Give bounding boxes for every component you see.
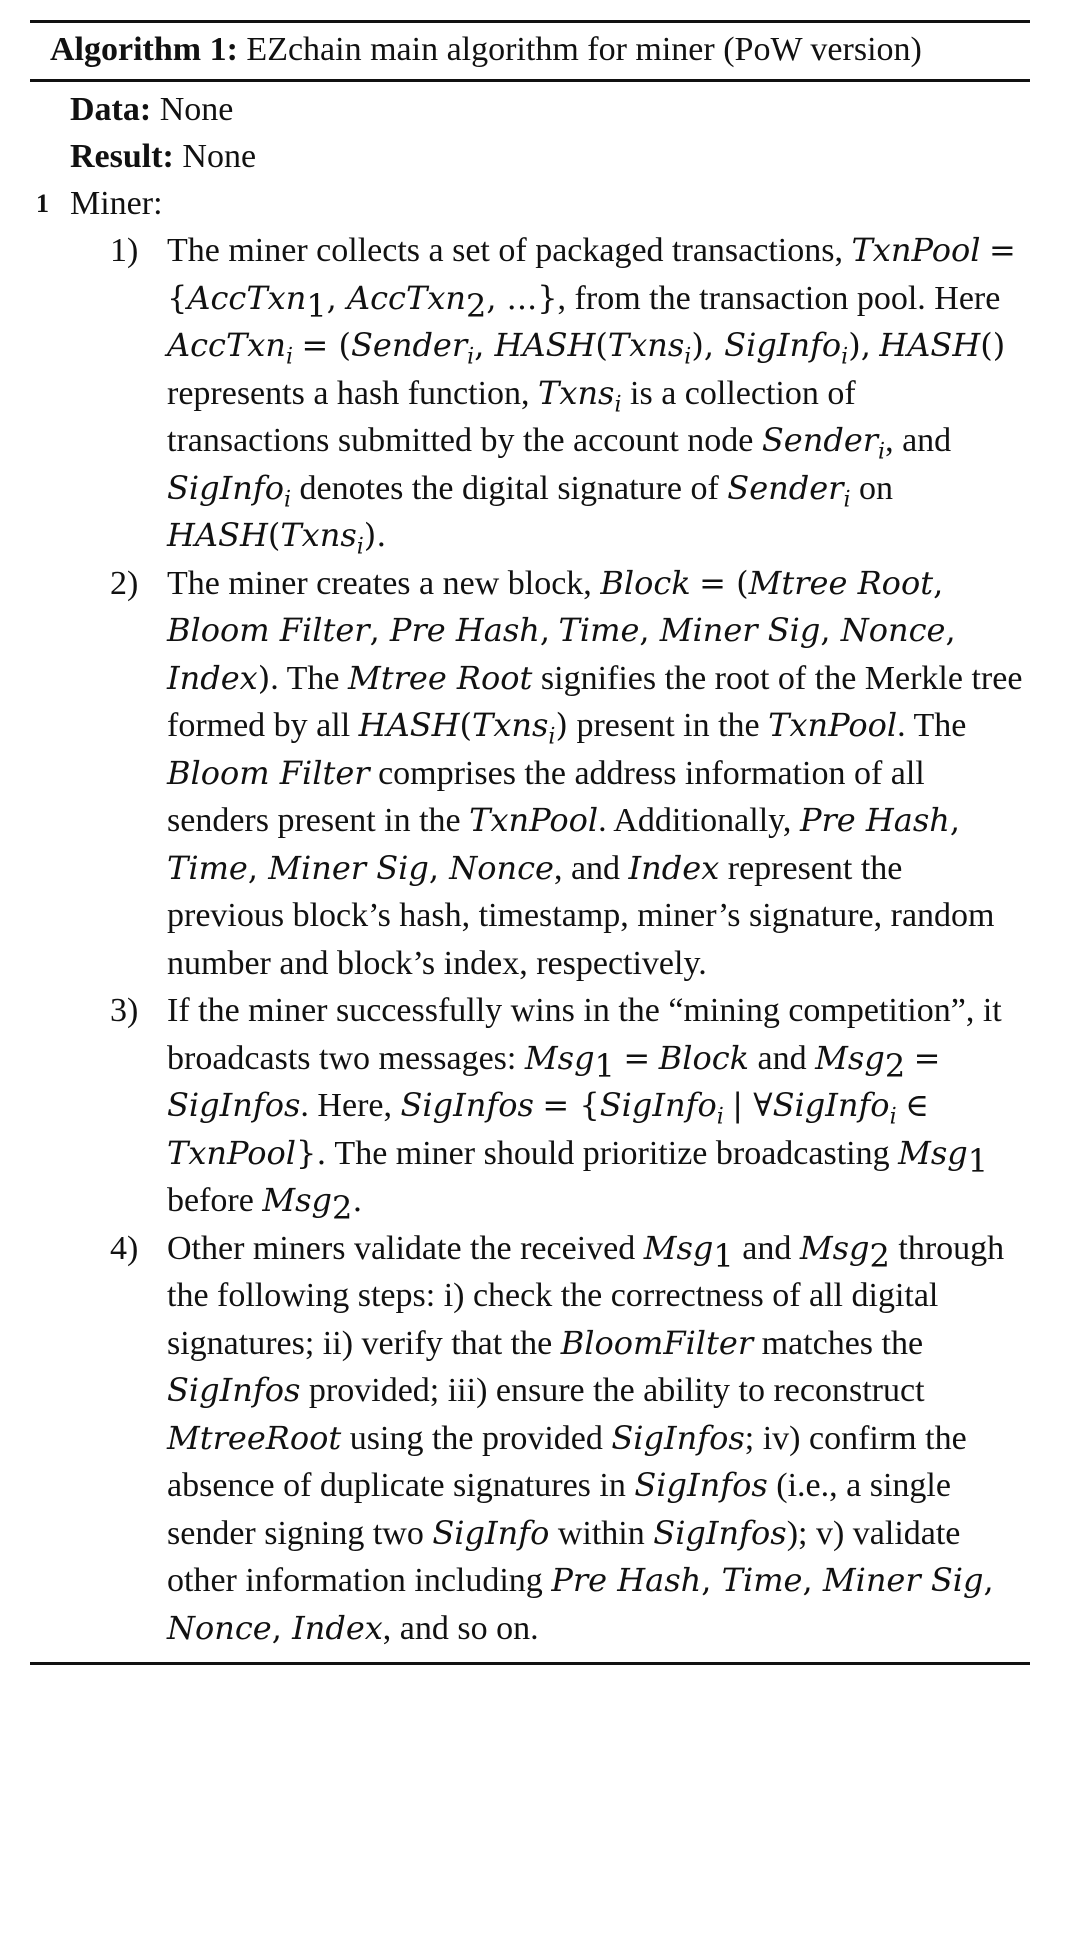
math-expr: HASH — [167, 516, 268, 554]
step-text: . The — [270, 659, 340, 697]
step-text: represents a hash function, — [167, 374, 530, 412]
step-text: ); v) validate other information including — [167, 1514, 961, 1599]
step-text: , and — [553, 849, 621, 887]
caption-rule — [30, 79, 1030, 82]
step-text: , and — [885, 422, 952, 459]
math-expr: Msg — [524, 1038, 595, 1077]
math-expr: Sender$_i$ — [727, 468, 851, 512]
step-number: 4) — [110, 1229, 139, 1267]
step-number: 2) — [110, 564, 139, 602]
data-line — [30, 86, 1030, 133]
math-expr: SigInfos — [634, 1466, 768, 1504]
step-text: is a collection of transactions submitted by the account node — [167, 374, 856, 459]
math-expr: SigInfos — [653, 1513, 787, 1552]
step-number: 1) — [110, 232, 139, 269]
math-expr: SigInfos — [167, 1371, 301, 1409]
result-label: Result: — [70, 138, 174, 175]
step-text: comprises the address information of all senders present in the — [167, 754, 925, 839]
step-text: and — [757, 1039, 807, 1077]
algorithm-box — [30, 20, 1030, 1665]
math-expr: Msg — [815, 1038, 885, 1077]
step-text: The miner collects a set of packaged transactions, — [167, 232, 843, 269]
step-text: using the provided — [349, 1419, 603, 1457]
step-text: denotes the digital signature of — [299, 469, 719, 507]
step-text: represent the previous block’s hash, timestamp, miner’s signature, random number and block’s index, respectively. — [167, 849, 995, 982]
math-expr: SigInfo — [432, 1513, 550, 1552]
step-text: before — [167, 1182, 254, 1219]
result-value: None — [173, 138, 257, 175]
miner-label: Miner: — [70, 185, 163, 222]
math-expr: Msg — [262, 1181, 332, 1219]
algorithm-caption — [30, 23, 1030, 79]
step-text: (i.e., a single sender signing two — [167, 1467, 951, 1552]
math-expr: Msg — [643, 1228, 714, 1267]
math-expr: Index — [628, 848, 720, 887]
math-expr: SigInfos — [400, 1086, 534, 1124]
math-expr: HASH — [358, 706, 460, 744]
step-text: provided; iii) ensure the ability to reconstruct — [308, 1372, 925, 1409]
step-text: , from the transaction pool. Here — [557, 279, 1001, 317]
step-1: 1) The miner collects a set of packaged transactions, TxnPool = {AccTxn$_1$, AccTxn$_2$, ...}, from the transaction pool. Here AccTxn$_i$ = (Sender$_i$, HASH(Txns$_i$), SigInfo$_i$), HASH() represents a hash function, Txns$_i$ is a collection of transactions submitted by the account node Sender$_i$, and SigInfo$_i$ denotes the digital signature of Sender$_i$ on HASH(Txns$_i$). — [30, 227, 1030, 560]
caption-label: Algorithm 1: — [50, 31, 238, 68]
miner-line — [30, 180, 1030, 227]
step-2: 2) The miner creates a new block, Block = (Mtree Root, Bloom Filter, Pre Hash, Time, Miner Sig, Nonce, Index). The Mtree Root signifies the root of the Merkle tree formed by all HASH(Txns$_i$) present in the TxnPool. The Bloom Filter comprises the address information of all senders present in the TxnPool. Additionally, Pre Hash, Time, Miner Sig, Nonce, and Index represent the previous block’s hash, timestamp, miner’s signature, random number and block’s index, respectively. — [30, 560, 1030, 988]
math-expr: BloomFilter — [560, 1323, 754, 1362]
math-expr: TxnPool — [469, 801, 599, 839]
math-expr: Mtree Root — [347, 658, 533, 697]
step-3: 3) If the miner successfully wins in the “mining competition”, it broadcasts two messages: Msg$_1$ = Block and Msg$_2$ = SigInfos. Here, SigInfos = {SigInfo$_i$ | ∀SigInfo$_i$ ∈ TxnPool}. The miner should prioritize broadcasting Msg$_1$ before Msg$_2$. — [30, 987, 1030, 1225]
step-4: 4) Other miners validate the received Msg$_1$ and Msg$_2$ through the following steps: i) check the correctness of all digital signatures; ii) verify that the BloomFilter matches the SigInfos provided; iii) ensure the ability to reconstruct MtreeRoot using the provided SigInfos; iv) confirm the absence of duplicate signatures in SigInfos (i.e., a single sender signing two SigInfo within SigInfos); v) validate other information including Pre Hash, Time, Miner Sig, Nonce, Index, and so on. — [30, 1225, 1030, 1653]
math-expr: AccTxn$_i$ — [167, 326, 293, 370]
step-text: matches the — [761, 1324, 924, 1362]
math-expr: Pre Hash — [551, 1561, 702, 1599]
math-expr: Txns$_i$ — [538, 373, 622, 417]
data-label: Data: — [70, 91, 152, 128]
step-text: . The — [897, 707, 967, 744]
result-line — [30, 133, 1030, 180]
data-value: None — [151, 91, 234, 128]
math-expr: HASH — [879, 326, 981, 364]
step-text: Other miners validate the received — [167, 1229, 636, 1267]
math-expr: Sender$_i$ — [761, 421, 886, 465]
math-expr: Msg — [799, 1228, 870, 1267]
step-number: 3) — [110, 992, 139, 1029]
step-text: If the miner successfully wins in the “mining competition”, it broadcasts two messages: — [167, 992, 1002, 1077]
step-text: within — [557, 1514, 645, 1552]
step-text: through the following steps: i) check the correctness of all digital signatures; ii) verify that the — [167, 1229, 1005, 1362]
step-text: present in the — [576, 707, 760, 744]
step-text: . Here, — [300, 1087, 392, 1124]
math-expr: SigInfos — [611, 1418, 745, 1457]
math-expr: Msg — [898, 1133, 968, 1172]
step-text: The miner should prioritize broadcasting — [334, 1134, 890, 1172]
step-list — [30, 227, 1030, 1652]
step-text: ; iv) confirm the absence of duplicate signatures in — [167, 1419, 967, 1504]
step-text: on — [859, 469, 894, 507]
step-text: The miner creates a new block, — [167, 564, 592, 602]
math-expr: TxnPool — [768, 706, 898, 744]
step-text: . Additionally, — [598, 802, 792, 839]
math-expr: SigInfo$_i$ — [167, 468, 292, 512]
caption-text: EZchain main algorithm for miner (PoW version) — [237, 31, 922, 68]
math-expr: Pre Hash — [799, 801, 950, 839]
step-text: and — [742, 1229, 792, 1267]
step-text: , and so on. — [382, 1609, 539, 1647]
math-expr: MtreeRoot — [167, 1418, 342, 1457]
bottom-rule — [30, 1662, 1030, 1665]
math-expr: Block — [600, 563, 691, 602]
step-text: signifies the root of the Merkle tree formed by all — [167, 659, 1023, 744]
math-expr: Bloom Filter — [167, 753, 370, 792]
line-number: 1 — [36, 189, 49, 218]
math-expr: TxnPool — [851, 231, 981, 269]
